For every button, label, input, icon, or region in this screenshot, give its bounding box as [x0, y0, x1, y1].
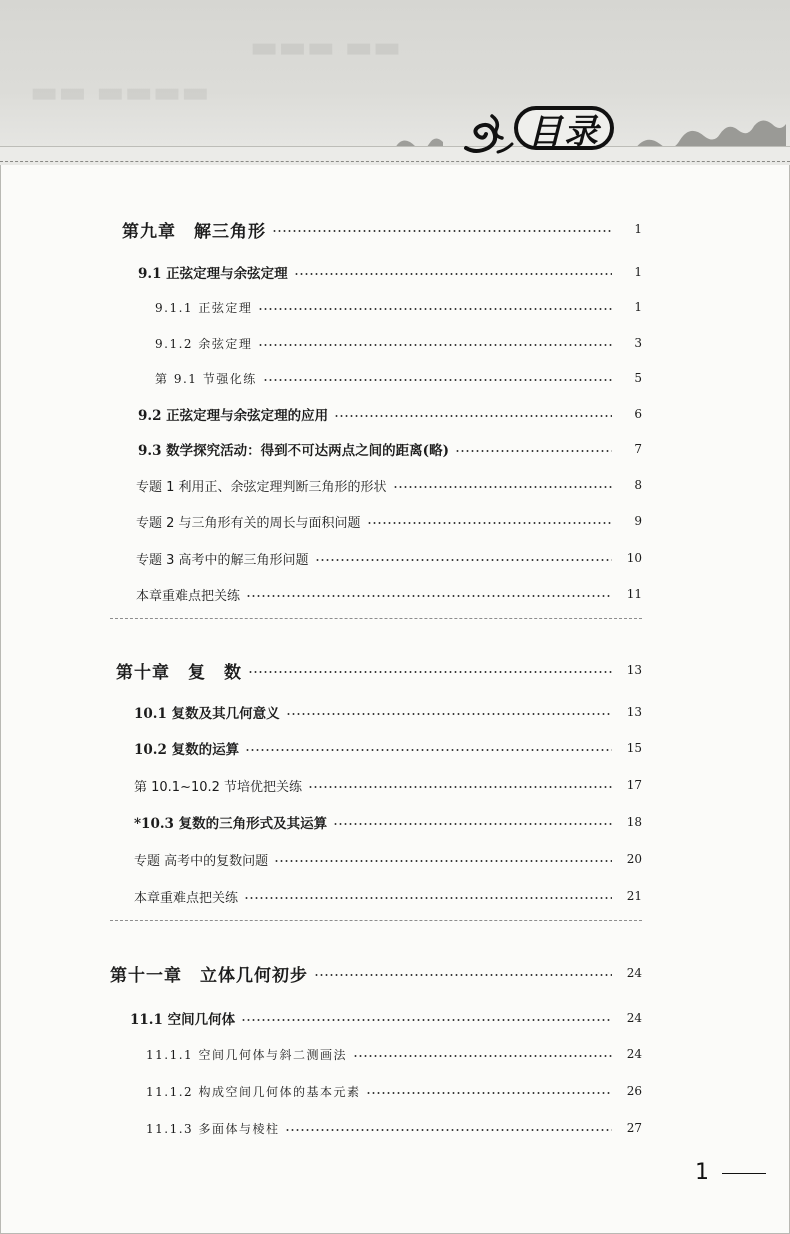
leader-dots — [263, 365, 612, 391]
toc-chapter-10[interactable] — [116, 657, 642, 683]
toc-section-10-1[interactable] — [134, 699, 642, 725]
toc-page: 13 — [626, 663, 642, 677]
leader-dots — [286, 699, 612, 725]
toc-subsection-9-1-2[interactable] — [155, 330, 642, 356]
toc-label: 9.1.2 余弦定理 — [155, 336, 253, 351]
toc-page: 9 — [634, 514, 642, 528]
page-number-rule — [722, 1173, 766, 1174]
leader-dots — [246, 581, 612, 607]
toc-label: 9.1 正弦定理与余弦定理 — [138, 266, 288, 282]
toc-label: 10.2 复数的运算 — [134, 742, 240, 758]
toc-label: 第 9.1 节强化练 — [155, 371, 257, 386]
toc-page: 15 — [626, 741, 642, 755]
toc-page: 24 — [626, 1047, 642, 1061]
toc-page: 1 — [634, 222, 642, 236]
leader-dots — [272, 216, 612, 242]
leader-dots — [274, 846, 612, 872]
leader-dots — [334, 401, 612, 427]
toc-page: 10 — [626, 551, 642, 565]
toc-label: 第九章 解三角形 — [122, 221, 266, 242]
leader-dots — [315, 545, 612, 571]
chapter-separator — [110, 920, 642, 921]
toc-label: 专题 3 高考中的解三角形问题 — [136, 552, 309, 568]
toc-label: 11.1.3 多面体与棱柱 — [146, 1121, 280, 1136]
toc-section-10-2[interactable] — [134, 735, 642, 761]
toc-page: 3 — [634, 336, 642, 350]
toc-label: 11.1.2 构成空间几何体的基本元素 — [146, 1084, 361, 1099]
swirl-ornament-icon — [462, 112, 514, 156]
toc-subsection-11-1-1[interactable] — [146, 1041, 642, 1067]
toc-subsection-9-1-1[interactable] — [155, 294, 642, 320]
toc-section-9-1[interactable] — [138, 259, 642, 285]
toc-page: 1 — [634, 265, 642, 279]
toc-page: 26 — [626, 1084, 642, 1098]
leader-dots — [393, 472, 612, 498]
toc-page: 27 — [626, 1121, 642, 1135]
toc-section-9-2[interactable] — [138, 401, 642, 427]
toc-label: 第十一章 立体几何初步 — [110, 965, 308, 986]
leader-dots — [333, 809, 612, 835]
leader-dots — [258, 294, 612, 320]
leader-dots — [308, 772, 612, 798]
toc-label: 专题 1 利用正、余弦定理判断三角形的形状 — [136, 479, 387, 495]
leader-dots — [367, 508, 612, 534]
leader-dots — [366, 1078, 612, 1104]
toc-label: 第十章 复 数 — [116, 662, 242, 683]
toc-label: 本章重难点把关练 — [134, 890, 239, 906]
toc-review-9[interactable] — [136, 581, 642, 607]
toc-page: 11 — [626, 587, 642, 601]
toc-page: 8 — [634, 478, 642, 492]
toc-page: 17 — [626, 778, 642, 792]
toc-label: 9.3 数学探究活动：得到不可达两点之间的距离(略) — [138, 443, 449, 459]
toc-logo — [462, 104, 632, 160]
toc-chapter-11[interactable] — [110, 960, 642, 986]
leader-dots — [285, 1115, 612, 1141]
leader-dots — [241, 1005, 612, 1031]
toc-page: 6 — [634, 407, 642, 421]
toc-label: 9.2 正弦定理与余弦定理的应用 — [138, 408, 329, 424]
leader-dots — [455, 436, 612, 462]
toc-label: 专题 2 与三角形有关的周长与面积问题 — [136, 515, 361, 531]
toc-section-10-3[interactable] — [134, 809, 642, 835]
leader-dots — [248, 657, 612, 683]
leader-dots — [314, 960, 612, 986]
toc-chapter-9[interactable] — [122, 216, 642, 242]
toc-page: 18 — [626, 815, 642, 829]
chapter-separator — [110, 618, 642, 619]
leader-dots — [294, 259, 612, 285]
toc-topic-1[interactable] — [136, 472, 642, 498]
toc-page: 7 — [634, 442, 642, 456]
toc-label: 第 10.1~10.2 节培优把关练 — [134, 779, 303, 795]
toc-section-9-3[interactable] — [138, 436, 642, 462]
bleed-through-texture: ▬▬▬ ▬▬ — [250, 30, 402, 65]
toc-section-11-1[interactable] — [130, 1005, 642, 1031]
leader-dots — [353, 1041, 612, 1067]
header-band — [0, 146, 790, 162]
bleed-through-texture: ▬▬ ▬▬▬▬ — [30, 75, 210, 110]
toc-drill-10[interactable] — [134, 772, 642, 798]
toc-title: 目录 — [514, 106, 614, 150]
toc-page: 1 — [634, 300, 642, 314]
toc-page: 21 — [626, 889, 642, 903]
toc-page: 13 — [626, 705, 642, 719]
toc-label: 专题 高考中的复数问题 — [134, 853, 269, 869]
leader-dots — [258, 330, 612, 356]
toc-page: 20 — [626, 852, 642, 866]
toc-subsection-11-1-2[interactable] — [146, 1078, 642, 1104]
toc-label: 11.1 空间几何体 — [130, 1012, 236, 1028]
header-banner — [0, 0, 790, 165]
toc-label: 10.1 复数及其几何意义 — [134, 706, 280, 722]
toc-drill-9-1[interactable] — [155, 365, 642, 391]
toc-page: 24 — [626, 1011, 642, 1025]
toc-topic-10[interactable] — [134, 846, 642, 872]
toc-label: 本章重难点把关练 — [136, 588, 241, 604]
toc-label: 9.1.1 正弦定理 — [155, 300, 253, 315]
toc-topic-3[interactable] — [136, 545, 642, 571]
toc-label: *10.3 复数的三角形式及其运算 — [134, 816, 328, 832]
toc-label: 11.1.1 空间几何体与斜二测画法 — [146, 1047, 347, 1062]
toc-page: 5 — [634, 371, 642, 385]
leader-dots — [244, 883, 612, 909]
toc-page: 24 — [626, 966, 642, 980]
leader-dots — [245, 735, 612, 761]
toc-topic-2[interactable] — [136, 508, 642, 534]
toc-subsection-11-1-3[interactable] — [146, 1115, 642, 1141]
page-number: 1 — [695, 1160, 709, 1185]
toc-review-10[interactable] — [134, 883, 642, 909]
